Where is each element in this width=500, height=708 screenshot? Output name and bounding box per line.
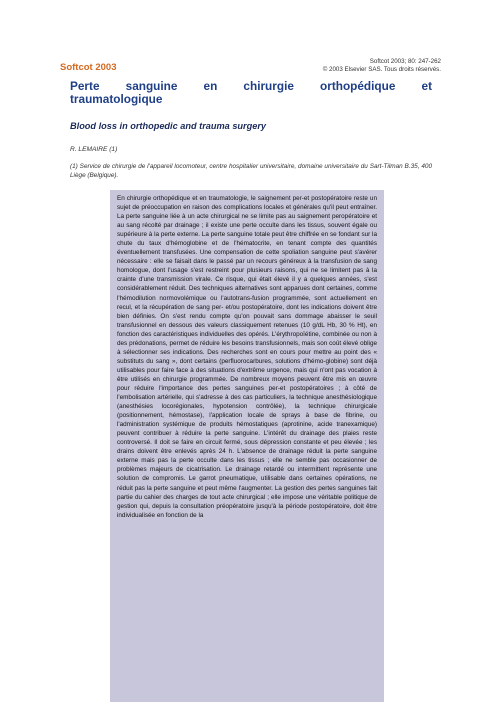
journal-logo: Softcot 2003	[60, 62, 117, 73]
copyright-notice: © 2003 Elsevier SAS. Tous droits réservés.	[322, 66, 441, 74]
author-name: R. LEMAIRE (1)	[70, 146, 118, 153]
title-line-1: Perte sanguine en chirurgie orthopédique et	[70, 79, 432, 93]
citation-reference: Softcot 2003; 80: 247-262	[369, 58, 441, 65]
author-affiliation: (1) Service de chirurgie de l'appareil locomoteur, centre hospitalier universitaire, domaine universitaire du Sart-Tilman B.35, 400 Liège (Belgique).	[70, 163, 432, 179]
title-line-2: traumatologique	[70, 92, 163, 107]
article-title-french	[70, 80, 432, 107]
citation-block	[323, 58, 441, 74]
abstract-box	[110, 190, 384, 702]
article-title-english: Blood loss in orthopedic and trauma surgery	[70, 121, 267, 131]
abstract-text: En chirurgie orthopédique et en traumatologie, le saignement per-et postopératoire reste un sujet de préoccupation en raison des complications locales et générales qu'il peut entraîner. La perte sanguine liée à un acte chirurgical ne se limite pas au saignement peropératoire et au sang récolté par drainage ; il existe une perte occulte dans les tissus, souvent égale ou supérieure à la perte externe. La perte sanguine totale peut être chiffrée en se fondant sur la chute du taux d'hémoglobine et de l'hématocrite, en tenant compte des quantités éventuellement transfusées. Une compensation de cette spoliation sanguine peut s'avérer nécessaire : elle se faisait dans le passé par un recours généreux à la transfusion de sang homologue, dont l'usage s'est restreint pour plusieurs raisons, qui ne se limitent pas à la crainte d'une transmission virale. Ce risque, qui était élevé il y a quelques années, s'est considérablement réduit. Des techniques alternatives sont apparues dont certaines, comme l'hémodilution normovolémique ou l'autotrans-fusion programmée, sont actuellement en recul, et la récupération de sang per- et/ou postopératoire, dont les indications doivent être bien définies. On s'est rendu compte qu'on pouvait sans dommage abaisser le seuil transfusionnel en dessous des valeurs classiquement retenues (10 g/dL Hb, 30 % Ht), en fonction des caractéristiques individuelles des opérés. L'érythropoïétine, combinée ou non à des prédonations, permet de réduire les besoins transfusionnels, mais son coût élevé oblige à sélectionner ses indications. Des recherches sont en cours pour mettre au point des « substituts du sang », dont certains (perfluorocarbures, solutions d'hémo-globine) sont déjà utilisables pour faire face à des situations d'extrême urgence, mais qui n'ont pas vocation à être utilisés en chirurgie programmée. De nombreux moyens peuvent être mis en œuvre pour réduire l'importance des pertes sanguines per-et postopératoires ; à côté de l'embolisation artérielle, qui s'adresse à des cas particuliers, la technique anesthésiologique (anesthésies locorégionales, hypotension contrôlée), la technique chirurgicale (positionnement, hémostase), l'application locale de sprays à base de fibrine, ou l'administration systémique de produits hémostatiques (aprotinine, acide tranexamique) peuvent contribuer à réduire la perte sanguine. L'intérêt du drainage des plaies reste controversé. Il doit se faire en circuit fermé, sous dépression constante et peu élevée ; les drains doivent être enlevés après 24 h. L'absence de drainage réduit la perte sanguine externe mais pas la perte occulte dans les tissus ; elle ne semble pas occasionner de problèmes majeurs de cicatrisation. Le drainage retardé ou intermittent représente une solution de compromis. Le garrot pneumatique, utilisable dans certaines opérations, ne réduit pas la perte sanguine et peut même l'augmenter. La gestion des pertes sanguines fait partie du cahier des charges de tout acte chirurgical ; elle impose une véritable politique de gestion qui, depuis la consultation préopératoire jusqu'à la période postopératoire, doit être individualisée en fonction de la	[117, 195, 377, 519]
